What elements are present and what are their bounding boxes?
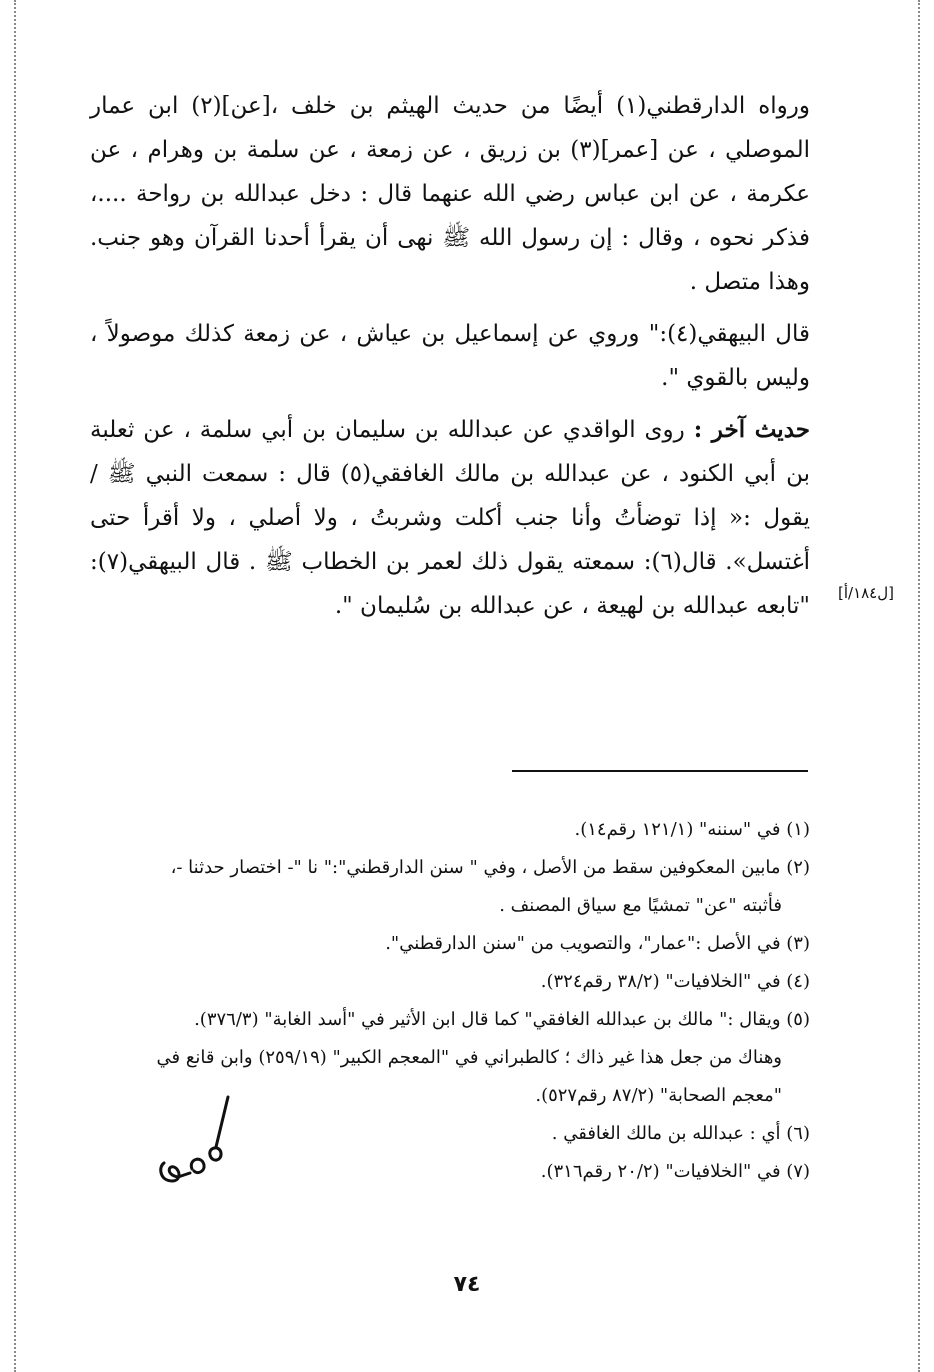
footnote-3: (٣) في الأصل :"عمار"، والتصويب من "سنن الدارقطني". <box>385 933 810 954</box>
paragraph-3-heading: حديث آخر : <box>693 416 810 443</box>
scan-border-left <box>14 0 16 1372</box>
handwritten-folio-mark <box>150 1095 250 1195</box>
footnote-1: (١) في "سننه" (١٢١/١ رقم١٤). <box>574 819 810 840</box>
paragraph-3 <box>90 408 810 628</box>
footnote-2-continued: فأثبته "عن" تمشيًا مع سياق المصنف . <box>499 895 782 916</box>
footnote-5: (٥) ويقال :" مالك بن عبدالله الغافقي" كما قال ابن الأثير في "أسد الغابة" (٣٧٦/٣). <box>194 1009 810 1030</box>
paragraph-3-text: روى الواقدي عن عبدالله بن سليمان بن أبي سلمة ، عن ثعلبة بن أبي الكنود ، عن عبدالله بن مالك الغافقي(٥) قال : سمعت النبي ﷺ /يقول :« إذا توضأتُ وأنا جنب أكلت وشربتُ ، ولا أصلي ، ولا أقرأ حتى أغتسل». قال(٦): سمعته يقول ذلك لعمر بن الخطاب ﷺ . قال البيهقي(٧): "تابعه عبدالله بن لهيعة ، عن عبدالله بن سُليمان ". <box>90 417 810 619</box>
footnote-6: (٦) أي : عبدالله بن مالك الغافقي . <box>551 1123 810 1144</box>
page-number: ٧٤ <box>453 1272 481 1297</box>
manuscript-folio-note: [ل١٨٤/أ] <box>837 584 894 602</box>
paragraph-1: ورواه الدارقطني(١) أيضًا من حديث الهيثم بن خلف ،[عن](٢) ابن عمار الموصلي ، عن [عمر](٣) بن زريق ، عن زمعة ، عن سلمة بن وهرام ، عن عكرمة ، عن ابن عباس رضي الله عنهما قال : دخل عبدالله بن رواحة ....، فذكر نحوه ، وقال : إن رسول الله ﷺ نهى أن يقرأ أحدنا القرآن وهو جنب. وهذا متصل . <box>90 93 810 295</box>
footnote-5-continued: وهناك من جعل هذا غير ذاك ؛ كالطبراني في "المعجم الكبير" (٢٥٩/١٩) وابن قانع في <box>156 1047 782 1068</box>
footnote-5-continued-2: "معجم الصحابة" (٨٧/٢ رقم٥٢٧). <box>535 1085 782 1106</box>
scan-border-right <box>918 0 920 1372</box>
footnote-separator <box>512 770 808 772</box>
footnote-7: (٧) في "الخلافيات" (٢٠/٢ رقم٣١٦). <box>540 1161 810 1182</box>
footnote-4: (٤) في "الخلافيات" (٣٨/٢ رقم٣٢٤). <box>540 971 810 992</box>
paragraph-2: قال البيهقي(٤):" وروي عن إسماعيل بن عياش ، عن زمعة كذلك موصولاً ، وليس بالقوي ". <box>90 321 810 391</box>
main-text <box>90 84 810 636</box>
footnote-2: (٢) مابين المعكوفين سقط من الأصل ، وفي " سنن الدارقطني":" نا "- اختصار حدثنا -، <box>170 857 810 878</box>
